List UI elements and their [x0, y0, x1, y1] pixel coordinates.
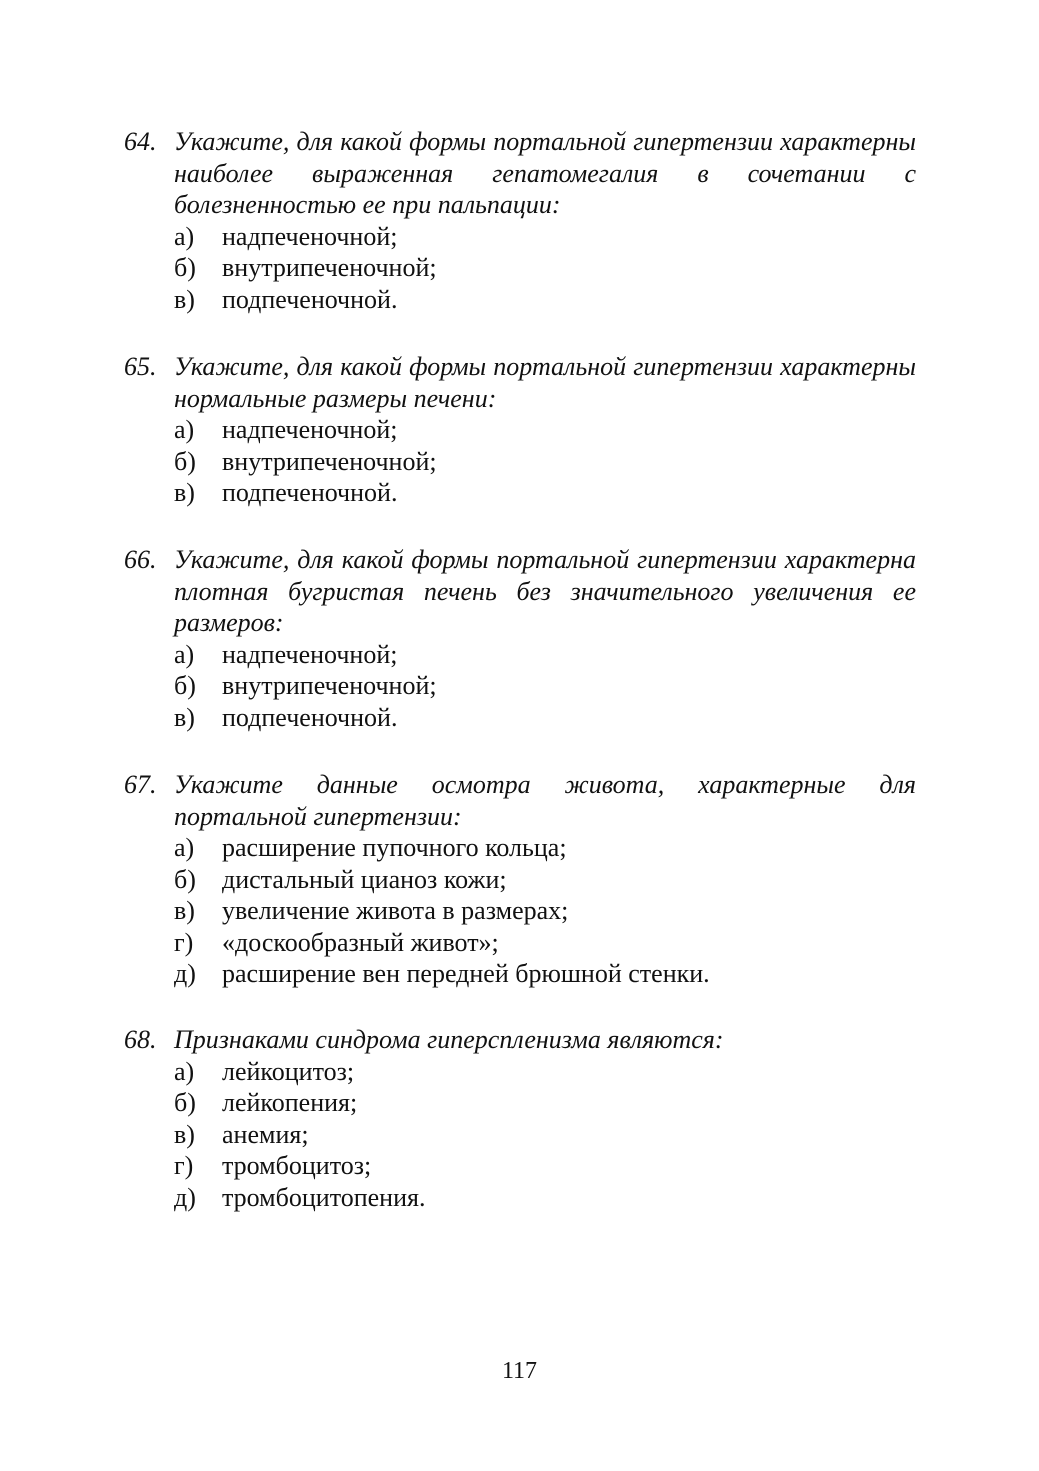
option-text: подпеченочной. — [222, 478, 398, 507]
question-stem — [124, 769, 916, 832]
answer-option — [124, 414, 916, 446]
question-text: Укажите, для какой формы портальной гипертензии характерна плотная бугристая печень без значительного увеличения ее размеров: — [174, 545, 916, 637]
option-letter: в) — [174, 702, 195, 732]
question-number: 66. — [124, 545, 157, 574]
question-66 — [124, 544, 916, 733]
question-68 — [124, 1024, 916, 1213]
question-text: Признаками синдрома гиперспленизма являются: — [174, 1025, 724, 1054]
question-65 — [124, 351, 916, 509]
answer-option — [124, 832, 916, 864]
answer-options — [124, 639, 916, 734]
option-text: анемия; — [222, 1119, 309, 1149]
answer-option — [124, 958, 916, 990]
option-letter: д) — [174, 1182, 196, 1212]
option-text: подпеченочной. — [222, 702, 398, 732]
option-letter: в) — [174, 478, 195, 507]
option-text: тромбоцитоз; — [222, 1151, 372, 1180]
answer-option — [124, 284, 916, 316]
question-stem — [124, 1024, 916, 1056]
question-number: 67. — [124, 770, 157, 799]
option-text: дистальный цианоз кожи; — [222, 864, 507, 894]
answer-option — [124, 670, 916, 702]
option-letter: б) — [174, 446, 196, 476]
question-number: 68. — [124, 1025, 157, 1054]
option-letter: а) — [174, 221, 195, 251]
option-letter: б) — [174, 253, 196, 282]
answer-option — [124, 1056, 916, 1088]
answer-option — [124, 252, 916, 284]
option-text: внутрипеченочной; — [222, 671, 437, 700]
option-text: расширение пупочного кольца; — [222, 833, 567, 862]
answer-option — [124, 895, 916, 927]
answer-option — [124, 864, 916, 896]
option-letter: в) — [174, 1119, 195, 1149]
answer-option — [124, 446, 916, 478]
question-stem — [124, 126, 916, 221]
option-letter: а) — [174, 639, 195, 669]
option-text: увеличение живота в размерах; — [222, 896, 569, 925]
option-text: «доскообразный живот»; — [222, 927, 499, 957]
option-text: надпеченочной; — [222, 415, 398, 444]
answer-option — [124, 1119, 916, 1151]
option-letter: б) — [174, 671, 196, 700]
option-letter: в) — [174, 284, 195, 314]
option-letter: в) — [174, 896, 195, 925]
option-text: внутрипеченочной; — [222, 446, 437, 476]
answer-option — [124, 221, 916, 253]
option-text: надпеченочной; — [222, 639, 398, 669]
option-letter: а) — [174, 833, 195, 862]
question-text: Укажите, для какой формы портальной гипертензии характерны наиболее выраженная гепатомегалия в сочетании с болезненностью ее при пальпации: — [174, 127, 916, 219]
answer-options — [124, 221, 916, 316]
answer-option — [124, 1150, 916, 1182]
question-stem — [124, 351, 916, 414]
option-letter: д) — [174, 959, 196, 988]
answer-option — [124, 639, 916, 671]
option-text: надпеченочной; — [222, 221, 398, 251]
question-number: 65. — [124, 352, 157, 381]
option-text: лейкоцитоз; — [222, 1056, 355, 1086]
question-number: 64. — [124, 127, 157, 156]
answer-option — [124, 927, 916, 959]
question-stem — [124, 544, 916, 639]
option-letter: а) — [174, 1056, 195, 1086]
answer-option — [124, 702, 916, 734]
option-letter: б) — [174, 864, 196, 894]
option-text: внутрипеченочной; — [222, 253, 437, 282]
question-64 — [124, 126, 916, 315]
answer-options — [124, 414, 916, 509]
option-letter: г) — [174, 927, 194, 957]
answer-options — [124, 1056, 916, 1214]
answer-option — [124, 1182, 916, 1214]
question-67 — [124, 769, 916, 990]
option-text: подпеченочной. — [222, 284, 398, 314]
option-text: лейкопения; — [222, 1088, 358, 1117]
answer-options — [124, 832, 916, 990]
option-text: расширение вен передней брюшной стенки. — [222, 959, 710, 988]
option-letter: г) — [174, 1151, 194, 1180]
option-text: тромбоцитопения. — [222, 1182, 426, 1212]
answer-option — [124, 1087, 916, 1119]
question-text: Укажите, для какой формы портальной гипертензии характерны нормальные размеры печени: — [174, 352, 916, 413]
answer-option — [124, 477, 916, 509]
page-number: 117 — [501, 1358, 538, 1384]
option-letter: б) — [174, 1088, 196, 1117]
question-text: Укажите данные осмотра живота, характерные для портальной гипертензии: — [174, 770, 916, 831]
option-letter: а) — [174, 415, 195, 444]
